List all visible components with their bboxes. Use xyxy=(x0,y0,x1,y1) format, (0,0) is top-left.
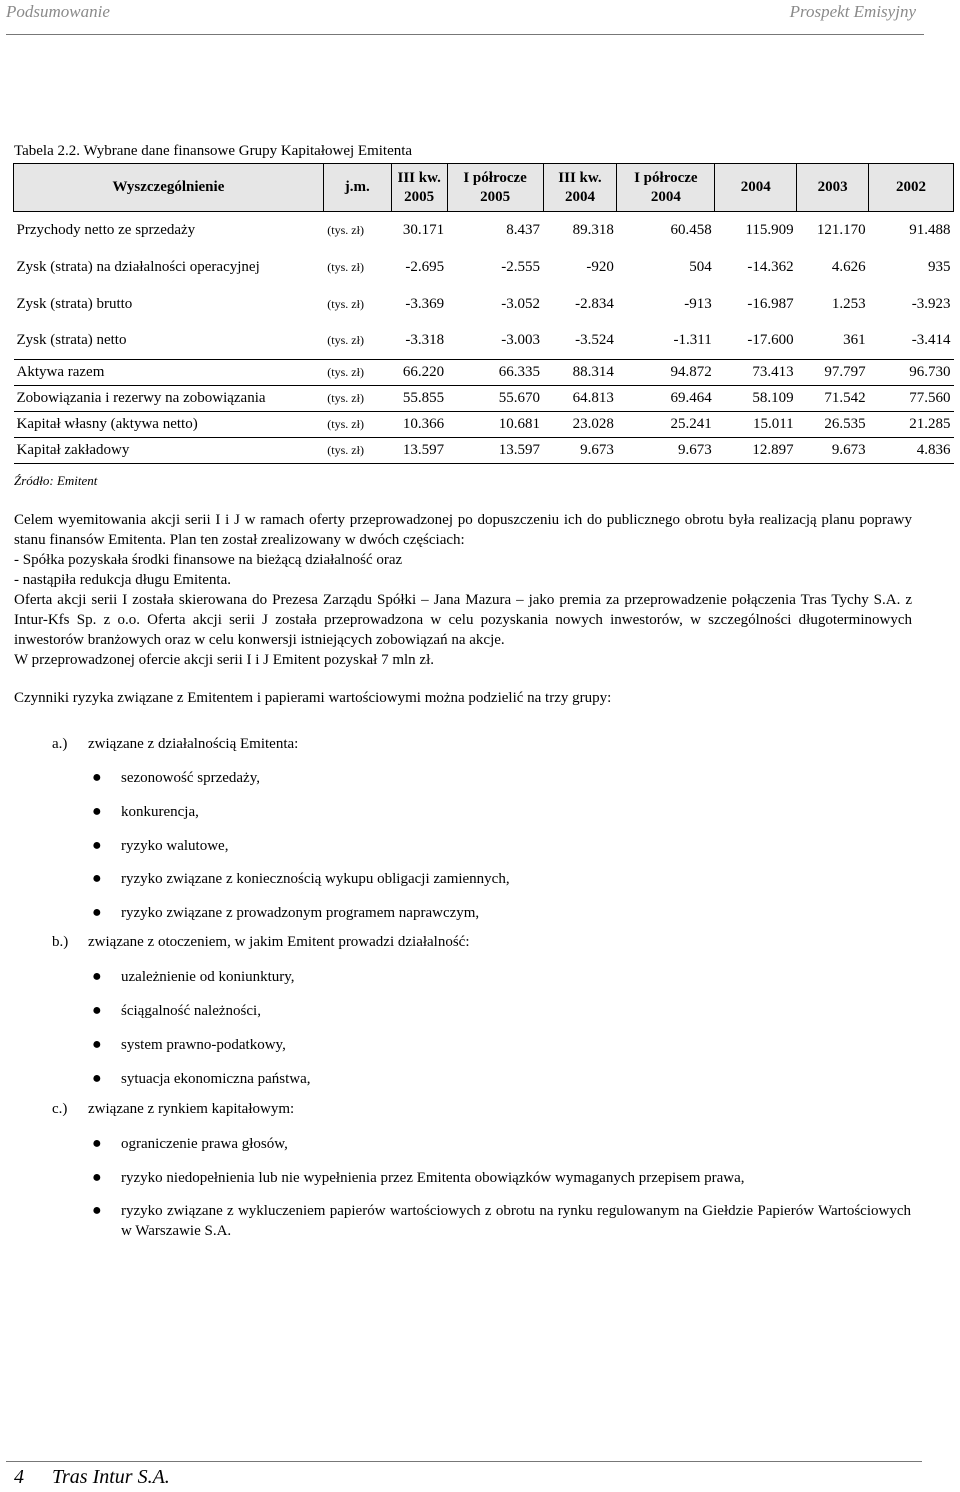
footer-rule xyxy=(6,1461,922,1462)
cell-value: -3.369 xyxy=(405,295,445,312)
cell-value: -2.834 xyxy=(575,295,614,312)
cell-value: 9.673 xyxy=(797,438,869,464)
page-header xyxy=(0,0,960,40)
col-header-q3-2005: III kw. 2005 xyxy=(391,164,447,212)
page-footer xyxy=(0,1452,960,1492)
row-unit: (tys. zł) xyxy=(323,438,391,464)
cell-value: 96.730 xyxy=(869,360,954,386)
footer-company: Tras Intur S.A. xyxy=(52,1466,170,1488)
cell-value: 30.171 xyxy=(402,221,445,238)
cell-value: 23.028 xyxy=(543,412,617,438)
risk-group-title: związane z działalnością Emitenta: xyxy=(88,736,299,752)
col-header-2003: 2003 xyxy=(797,164,869,212)
row-unit: (tys. zł) xyxy=(327,222,364,237)
bullet-icon: ● xyxy=(92,1036,102,1053)
cell-value: 4.626 xyxy=(831,258,866,275)
cell-value: 12.897 xyxy=(715,438,797,464)
col-header-unit: j.m. xyxy=(323,164,391,212)
cell-value: 91.488 xyxy=(909,221,951,238)
risk-group-title: związane z otoczeniem, w jakim Emitent prowadzi działalność: xyxy=(88,934,470,950)
cell-value: 94.872 xyxy=(617,360,715,386)
cell-value: -3.923 xyxy=(911,295,951,312)
row-unit: (tys. zł) xyxy=(323,323,391,360)
bullet-icon: ● xyxy=(92,1202,102,1219)
col-header-2002: 2002 xyxy=(869,164,954,212)
cell-value: -17.600 xyxy=(715,323,797,360)
bullet-icon: ● xyxy=(92,870,102,887)
paragraph: - Spółka pozyskała środki finansowe na bieżącą działalność oraz xyxy=(14,552,403,568)
paragraph: Celem wyemitowania akcji serii I i J w ramach oferty przeprowadzonej po dopuszczeniu ich do publicznego obrotu była realizacją planu poprawy stanu finansów Emitenta. Plan ten został zrealizowany w dwóch częściach: xyxy=(14,512,912,548)
cell-value: 1.253 xyxy=(831,295,866,312)
cell-value: 10.681 xyxy=(447,412,543,438)
row-label: Zobowiązania i rezerwy na zobowiązania xyxy=(14,386,324,412)
row-unit: (tys. zł) xyxy=(323,360,391,386)
table-row xyxy=(14,438,954,464)
row-label: Kapitał zakładowy xyxy=(14,438,324,464)
row-unit: (tys. zł) xyxy=(327,296,364,311)
paragraph: W przeprowadzonej ofercie akcji serii I i J Emitent pozyskał 7 mln zł. xyxy=(14,652,434,668)
bullet-icon: ● xyxy=(92,1169,102,1186)
table-caption: Tabela 2.2. Wybrane dane finansowe Grupy Kapitałowej Emitenta xyxy=(14,143,413,159)
risk-group-label: b.) xyxy=(52,934,69,950)
cell-value: 25.241 xyxy=(617,412,715,438)
cell-value: -2.555 xyxy=(501,258,541,275)
paragraph: - nastąpiła redukcja długu Emitenta. xyxy=(14,572,232,588)
risk-group-title: związane z rynkiem kapitałowym: xyxy=(88,1101,295,1117)
cell-value: 8.437 xyxy=(506,221,541,238)
cell-value: 935 xyxy=(928,258,951,275)
row-label: Kapitał własny (aktywa netto) xyxy=(14,412,324,438)
cell-value: 21.285 xyxy=(869,412,954,438)
risk-group-b xyxy=(52,934,470,951)
risk-group-c xyxy=(52,1101,294,1118)
cell-value: 10.366 xyxy=(391,412,447,438)
risk-group-a xyxy=(52,736,298,753)
row-label: Aktywa razem xyxy=(14,360,324,386)
cell-value: 4.836 xyxy=(869,438,954,464)
col-header-description: Wyszczególnienie xyxy=(14,164,324,212)
row-unit: (tys. zł) xyxy=(327,259,364,274)
cell-value: -913 xyxy=(684,295,712,312)
cell-value: 26.535 xyxy=(797,412,869,438)
row-unit: (tys. zł) xyxy=(323,386,391,412)
cell-value: 55.855 xyxy=(391,386,447,412)
cell-value: 77.560 xyxy=(869,386,954,412)
cell-value: 9.673 xyxy=(543,438,617,464)
header-rule xyxy=(6,34,924,35)
page-number: 4 xyxy=(14,1466,24,1488)
cell-value: -3.003 xyxy=(447,323,543,360)
cell-value: 58.109 xyxy=(715,386,797,412)
cell-value: 89.318 xyxy=(572,221,614,238)
cell-value: 55.670 xyxy=(447,386,543,412)
cell-value: 66.335 xyxy=(447,360,543,386)
cell-value: 504 xyxy=(689,258,712,275)
bullet-icon: ● xyxy=(92,803,102,820)
row-unit: (tys. zł) xyxy=(323,412,391,438)
table-row xyxy=(14,412,954,438)
bullet-icon: ● xyxy=(92,904,102,921)
cell-value: 121.170 xyxy=(816,221,866,238)
cell-value: 115.909 xyxy=(745,221,794,238)
table-row xyxy=(14,212,954,249)
cell-value: -920 xyxy=(586,258,614,275)
cell-value: 13.597 xyxy=(391,438,447,464)
cell-value: -3.414 xyxy=(869,323,954,360)
cell-value: -1.311 xyxy=(617,323,715,360)
cell-value: 71.542 xyxy=(797,386,869,412)
financial-table xyxy=(13,163,954,464)
paragraph: Oferta akcji serii I została skierowana do Prezesa Zarządu Spółki – Jana Mazura – jako premia za przeprowadzenie połączenia Tras Tychy S.A. z Intur-Kfs Sp. z o.o. Oferta akcji serii J została przeprowadzona w celu pozyskania nowych inwestorów, w szczególności długoterminowych inwestorów branżowych oraz w celu konwersji istniejących zobowiązań na akcje. xyxy=(14,592,912,648)
cell-value: -2.695 xyxy=(405,258,445,275)
cell-value: -16.987 xyxy=(747,295,794,312)
row-label: Przychody netto ze sprzedaży xyxy=(16,221,196,238)
cell-value: 15.011 xyxy=(715,412,797,438)
bullet-icon: ● xyxy=(92,968,102,985)
table-source-note: Źródło: Emitent xyxy=(14,473,98,488)
table-row xyxy=(14,323,954,360)
cell-value: -3.524 xyxy=(543,323,617,360)
row-label: Zysk (strata) brutto xyxy=(16,295,133,312)
risk-group-label: c.) xyxy=(52,1101,68,1117)
paragraph: Czynniki ryzyka związane z Emitentem i papierami wartościowymi można podzielić na trzy grupy: xyxy=(14,690,612,706)
cell-value: 361 xyxy=(797,323,869,360)
cell-value: 64.813 xyxy=(543,386,617,412)
table-row xyxy=(14,386,954,412)
table-row xyxy=(14,286,954,323)
header-section-title: Podsumowanie xyxy=(6,2,110,21)
cell-value: 88.314 xyxy=(543,360,617,386)
col-header-h1-2005: I półrocze 2005 xyxy=(447,164,543,212)
bullet-icon: ● xyxy=(92,769,102,786)
bullet-icon: ● xyxy=(92,1135,102,1152)
col-header-h1-2004: I półrocze 2004 xyxy=(617,164,715,212)
cell-value: 9.673 xyxy=(617,438,715,464)
table-row xyxy=(14,360,954,386)
row-label: Zysk (strata) na działalności operacyjnej xyxy=(16,258,260,275)
col-header-2004: 2004 xyxy=(715,164,797,212)
cell-value: 60.458 xyxy=(670,221,712,238)
table-header-row xyxy=(14,164,954,212)
cell-value: -3.052 xyxy=(501,295,541,312)
cell-value: 66.220 xyxy=(391,360,447,386)
cell-value: 69.464 xyxy=(617,386,715,412)
bullet-icon: ● xyxy=(92,1002,102,1019)
cell-value: -14.362 xyxy=(747,258,794,275)
bullet-icon: ● xyxy=(92,1070,102,1087)
cell-value: -3.318 xyxy=(391,323,447,360)
bullet-icon: ● xyxy=(92,837,102,854)
row-label: Zysk (strata) netto xyxy=(14,323,324,360)
cell-value: 73.413 xyxy=(715,360,797,386)
cell-value: 13.597 xyxy=(447,438,543,464)
risk-group-label: a.) xyxy=(52,736,68,752)
table-row xyxy=(14,249,954,286)
cell-value: 97.797 xyxy=(797,360,869,386)
body-text xyxy=(14,510,912,708)
header-document-title: Prospekt Emisyjny xyxy=(789,2,916,21)
col-header-q3-2004: III kw. 2004 xyxy=(543,164,617,212)
